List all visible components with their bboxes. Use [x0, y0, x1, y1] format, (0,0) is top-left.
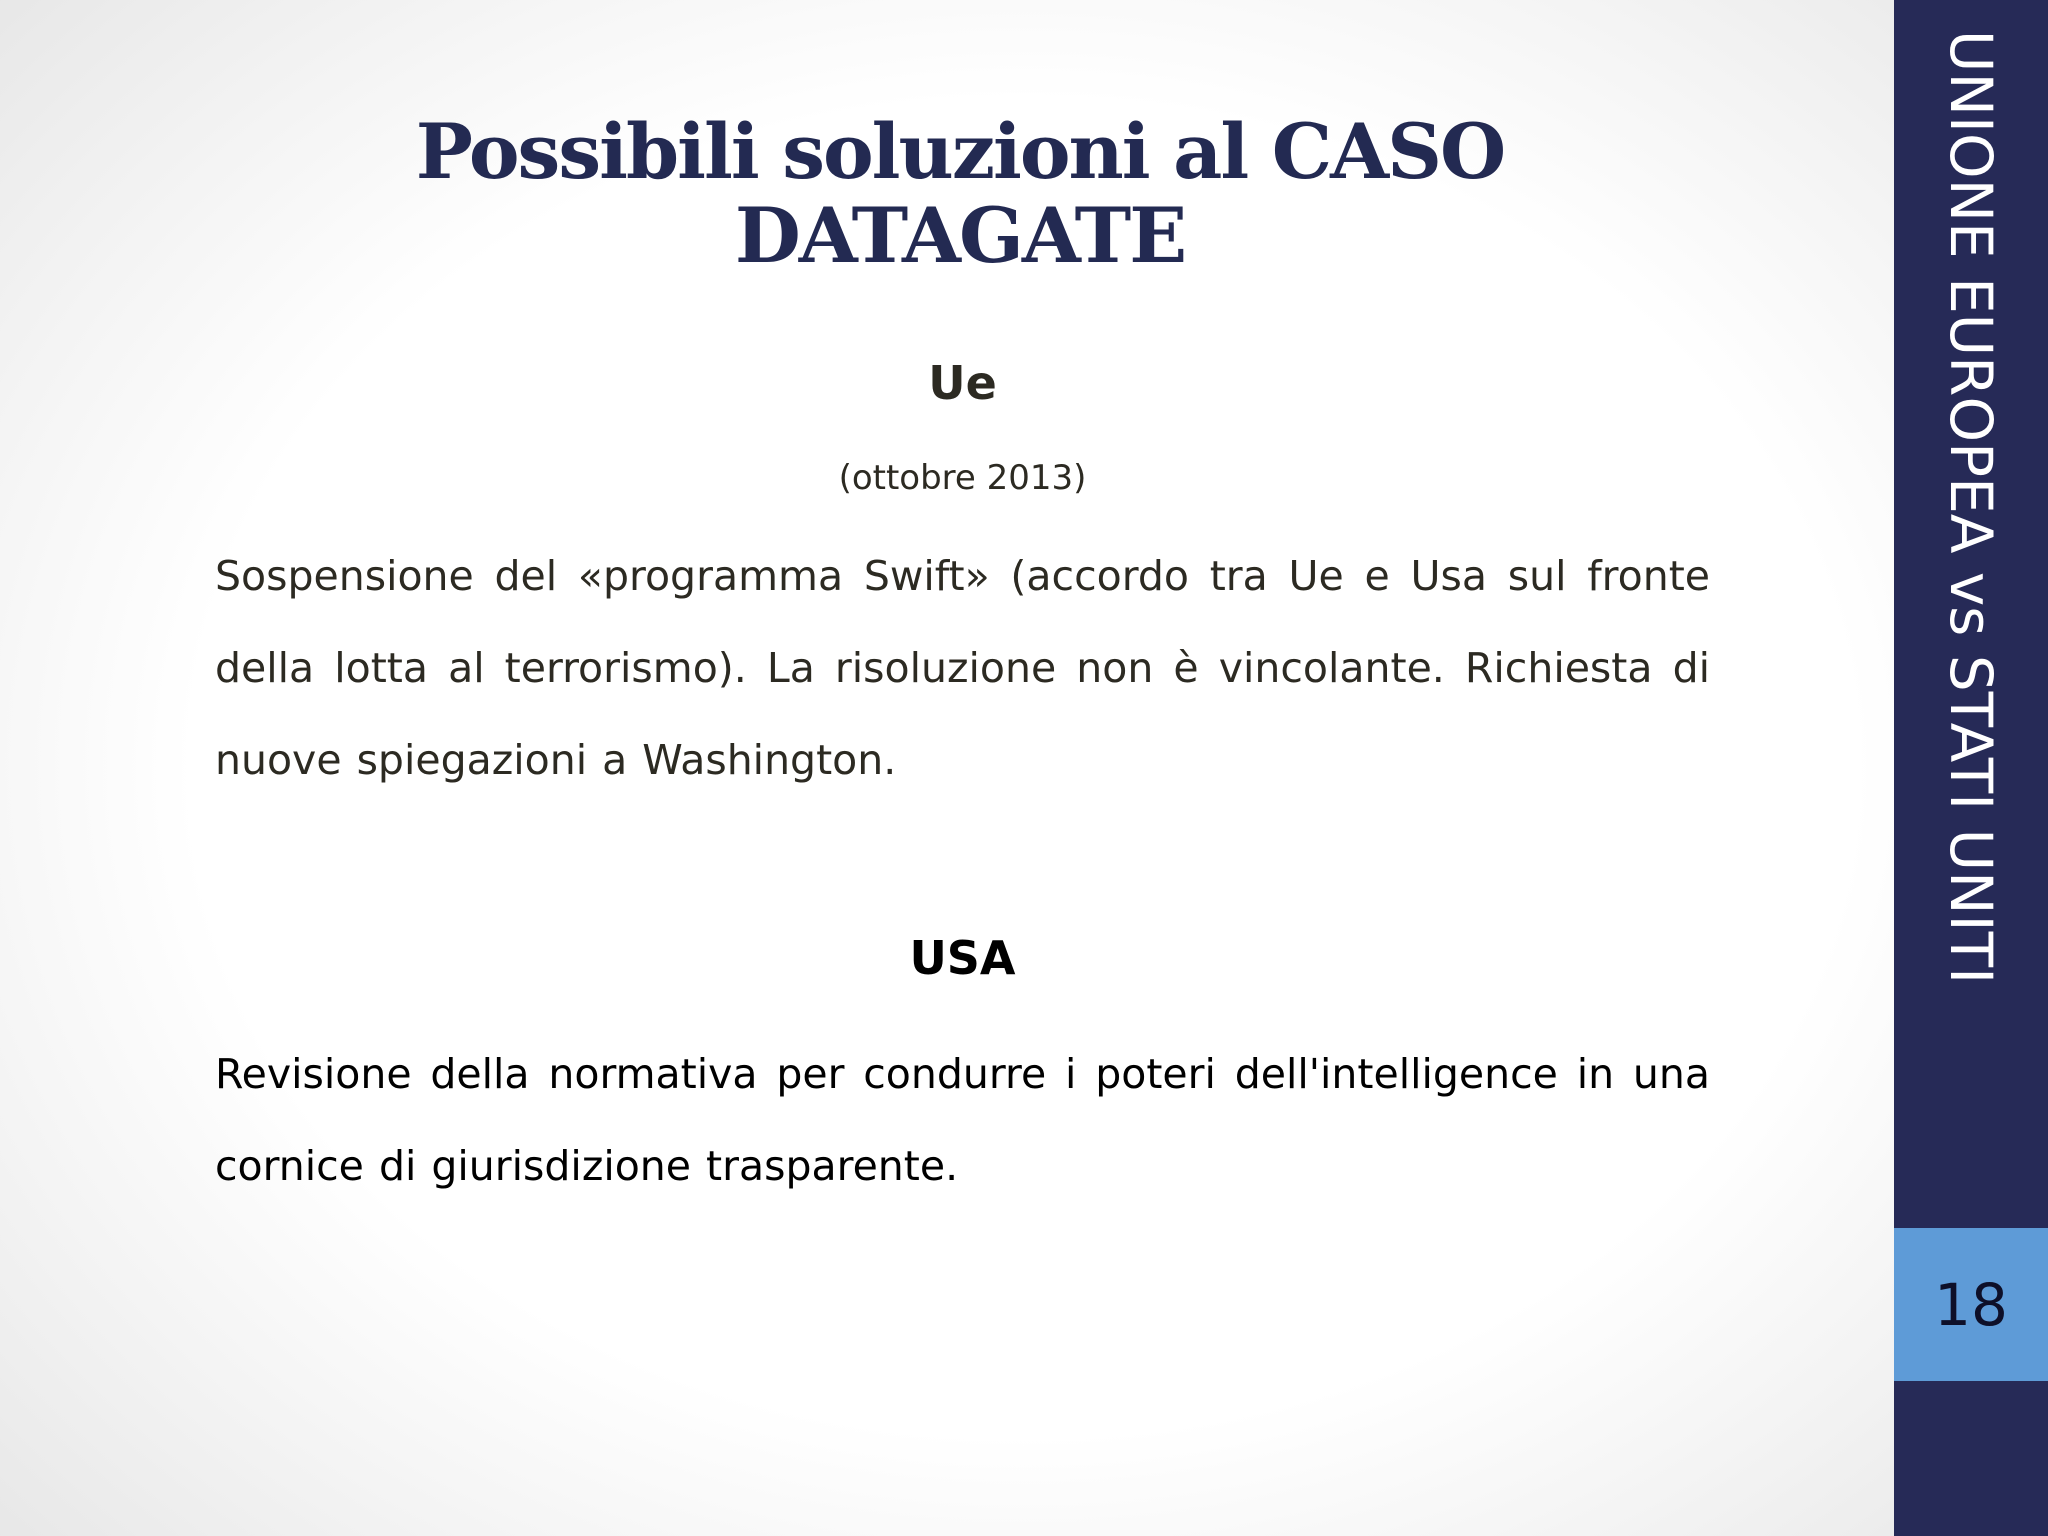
slide-title: Possibili soluzioni al CASO DATAGATE [415, 107, 1505, 280]
sidebar-title: UNIONE EUROPEA vs STATI UNITI [1937, 30, 2005, 985]
section-heading-usa: USA [909, 931, 1016, 985]
page-number: 18 [1934, 1270, 2008, 1339]
section-text-ue: Sospensione del «programma Swift» (accordo tra Ue e Usa sul fronte della lotta al terrorismo). La risoluzione non è vincolante. Richiesta di nuove spiegazioni a Washington. [215, 552, 1710, 784]
section-text-usa: Revisione della normativa per condurre i poteri dell'intelligence in una cornice di giurisdizione trasparente. [215, 1050, 1710, 1190]
page-number-box [1894, 1228, 2048, 1381]
sidebar [1894, 0, 2048, 1536]
section-heading-ue: Ue [928, 356, 997, 410]
section-date-ue: (ottobre 2013) [838, 458, 1087, 498]
